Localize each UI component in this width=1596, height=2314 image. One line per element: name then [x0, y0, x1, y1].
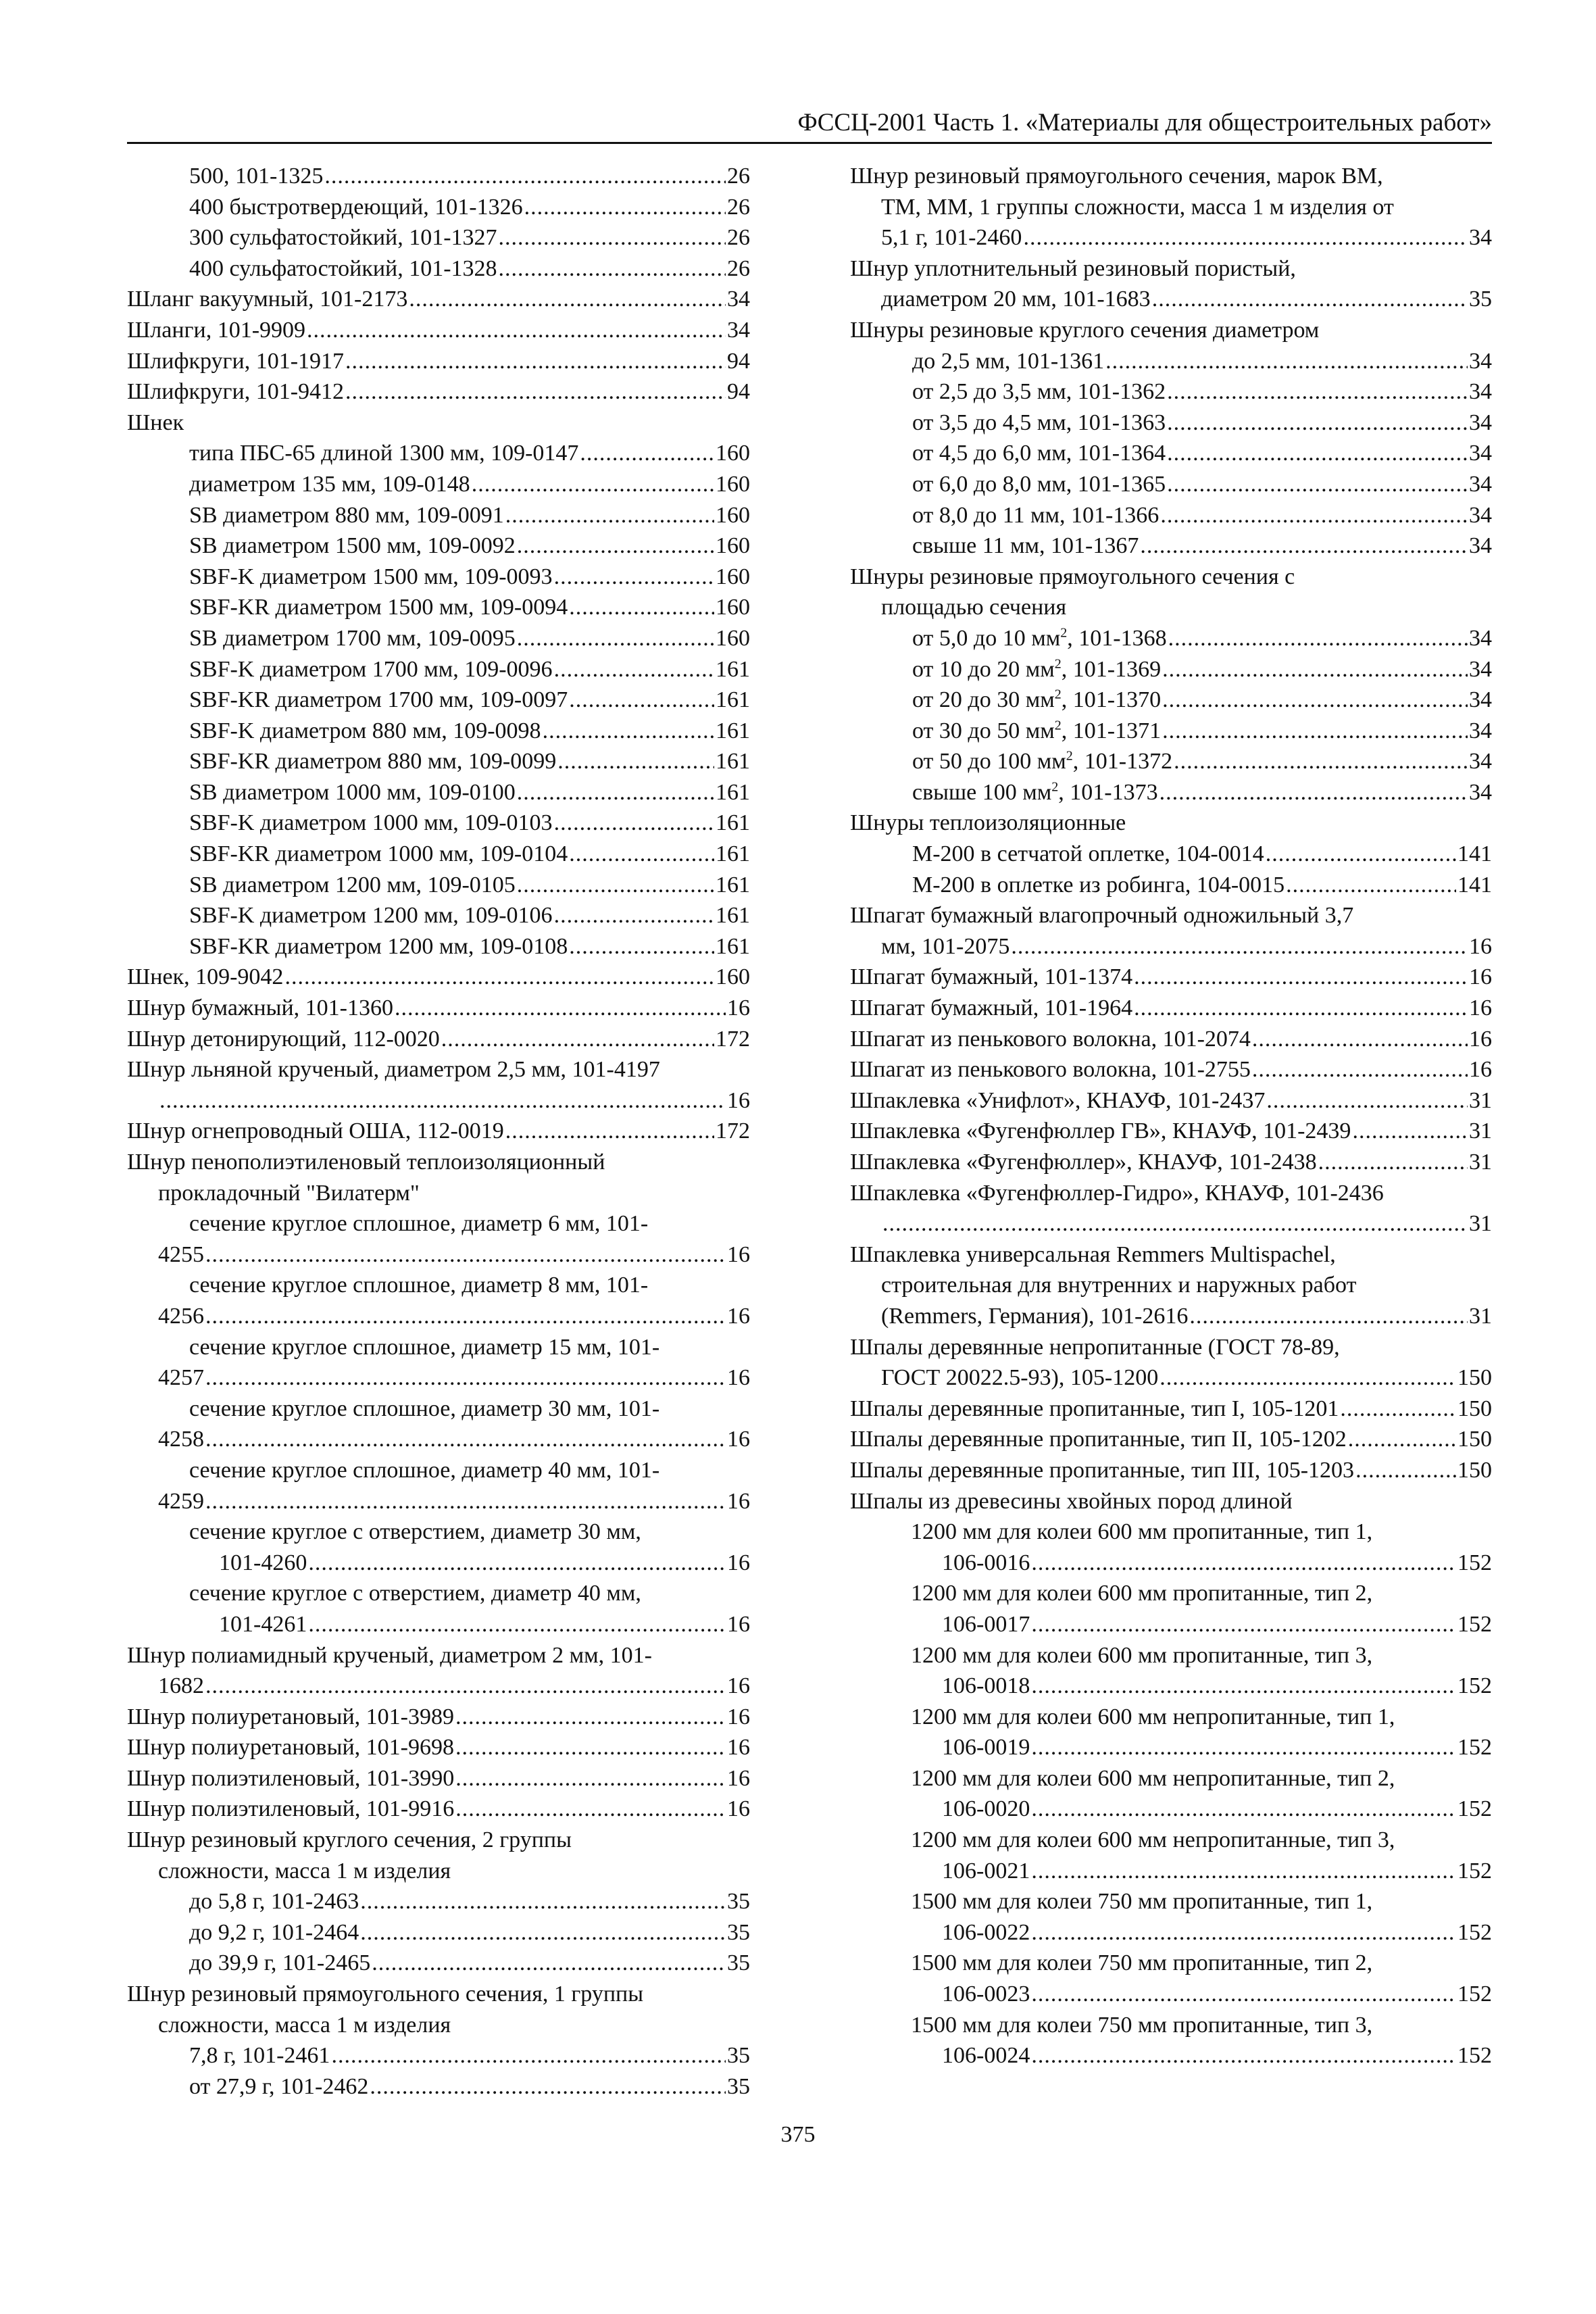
index-entry: 101-4260 ..... 16 [127, 1548, 750, 1579]
index-entry: до 9,2 г, 101-2464 ..... 35 [127, 1917, 750, 1948]
index-column-right [850, 161, 1492, 2071]
index-entry: SBF-K диаметром 880 мм, 109-0098 ..... 161 [127, 716, 750, 747]
index-entry: 4255 ..... 16 [127, 1239, 750, 1271]
index-heading: Шпалы из древесины хвойных пород длиной [850, 1488, 1293, 1514]
index-entry: от 50 до 100 $мм^2$, 101-1372 ..... 34 [850, 746, 1492, 777]
index-entry: от 6,0 до 8,0 мм, 101-1365 ..... 34 [850, 469, 1492, 500]
index-entry-text: Шпагат бумажный влагопрочный одножильный 3,7 [850, 903, 1354, 929]
index-entry: Шпаклевка «Унифлот», КНАУФ, 101-2437 ..... 31 [850, 1085, 1492, 1116]
index-entry-text: Шнур резиновый прямоугольного сечения, марок ВМ, [850, 164, 1383, 189]
index-heading-cont: сложности, масса 1 м изделия [158, 1858, 451, 1884]
index-entry: типа ПБС-65 длиной 1300 мм, 109-0147 ..... 160 [127, 438, 750, 469]
index-entry: 400 сульфатостойкий, 101-1328 ..... 26 [127, 253, 750, 285]
index-heading: Шнуры теплоизоляционные [850, 810, 1126, 836]
index-heading-vilaterm: Шнур пенополиэтиленовый теплоизоляционный [127, 1150, 605, 1175]
index-entry: Шпаклевка «Фугенфюллер ГВ», КНАУФ, 101-2439 ..... 31 [850, 1116, 1492, 1147]
index-entry-text: Шнур полиамидный крученый, диаметром 2 мм, 101- [127, 1642, 652, 1668]
index-entry: Шпагат бумажный, 101-1374 ..... 16 [850, 962, 1492, 993]
index-entry: SB диаметром 1200 мм, 109-0105 ..... 161 [127, 870, 750, 901]
index-entry: SB диаметром 1000 мм, 109-0100 ..... 161 [127, 777, 750, 808]
cement-continued-group [127, 161, 750, 284]
index-entry-continuation: ..... 16 [127, 1085, 750, 1116]
index-entry: 106-0017 ..... 152 [850, 1609, 1492, 1640]
index-entry: Шпаклевка «Фугенфюллер», КНАУФ, 101-2438 ..... 31 [850, 1147, 1492, 1178]
index-entry: SBF-K диаметром 1500 мм, 109-0093 ..... 160 [127, 562, 750, 593]
index-entry-text: строительная для внутренних и наружных работ [881, 1273, 1357, 1298]
index-entry-text: 1500 мм для колеи 750 мм пропитанные, тип 2, [911, 1950, 1373, 1976]
index-entry-text: Шнур льняной крученый, диаметром 2,5 мм, 101-4197 [127, 1057, 660, 1083]
index-entry: от 4,5 до 6,0 мм, 101-1364 ..... 34 [850, 438, 1492, 469]
index-entry: 106-0018 ..... 152 [850, 1671, 1492, 1702]
index-entry: Шнур бумажный, 101-1360 ..... 16 [127, 993, 750, 1024]
index-entry-text: Шнур уплотнительный резиновый пористый, [850, 255, 1296, 281]
index-entry-text: 1200 мм для колеи 600 мм пропитанные, тип 1, [911, 1519, 1373, 1545]
index-entry: от 2,5 до 3,5 мм, 101-1362 ..... 34 [850, 376, 1492, 408]
index-entry-text: 1500 мм для колеи 750 мм пропитанные, тип 3, [911, 2012, 1373, 2038]
index-entry-text: Шпаклевка универсальная Remmers Multispachel, [850, 1241, 1336, 1267]
index-heading: Шнур резиновый круглого сечения, 2 группы [127, 1827, 572, 1853]
index-entry-text: 1500 мм для колеи 750 мм пропитанные, тип 1, [911, 1889, 1373, 1915]
index-entry: Шпагат из пенькового волокна, 101-2074 ..... 16 [850, 1024, 1492, 1055]
index-entry-text: сечение круглое сплошное, диаметр 30 мм, 101- [189, 1396, 660, 1421]
index-entry-text: 1200 мм для колеи 600 мм пропитанные, тип 3, [911, 1642, 1373, 1668]
index-entry: до 5,8 г, 101-2463 ..... 35 [127, 1886, 750, 1917]
index-entry: SBF-K диаметром 1200 мм, 109-0106 ..... 161 [127, 900, 750, 931]
index-entry: свыше 11 мм, 101-1367 ..... 34 [850, 531, 1492, 562]
index-entry: 500, 101-1325 ..... 26 [127, 161, 750, 192]
index-entry: от 3,5 до 4,5 мм, 101-1363 ..... 34 [850, 408, 1492, 439]
index-entry: SB диаметром 880 мм, 109-0091 ..... 160 [127, 500, 750, 531]
index-entry: SBF-KR диаметром 880 мм, 109-0099 ..... 161 [127, 746, 750, 777]
index-entry: 101-4261 ..... 16 [127, 1609, 750, 1640]
index-entry: (Remmers, Германия), 101-2616 ..... 31 [850, 1301, 1492, 1332]
index-heading: Шнуры резиновые прямоугольного сечения с [850, 564, 1295, 589]
index-heading-cont: площадью сечения [881, 595, 1067, 620]
index-entry-text: 1200 мм для колеи 600 мм пропитанные, тип 2, [911, 1581, 1373, 1606]
index-entry: SBF-KR диаметром 1700 мм, 109-0097 ..... 161 [127, 685, 750, 716]
index-entry: от 30 до 50 $мм^2$, 101-1371 ..... 34 [850, 716, 1492, 747]
index-entry: Шпалы деревянные пропитанные, тип I, 105-1201 ..... 150 [850, 1394, 1492, 1425]
index-entry: М-200 в сетчатой оплетке, 104-0014 ..... 141 [850, 839, 1492, 870]
index-entry: 106-0021 ..... 152 [850, 1856, 1492, 1887]
index-entry: Шнек, 109-9042 ..... 160 [127, 962, 750, 993]
index-entry: Шланг вакуумный, 101-2173 ..... 34 [127, 284, 750, 315]
index-heading-vilaterm-cont: прокладочный "Вилатерм" [158, 1180, 420, 1206]
index-entry: 106-0024 ..... 152 [850, 2040, 1492, 2071]
index-entry: Шнур полиэтиленовый, 101-9916 ..... 16 [127, 1794, 750, 1825]
index-entry-text: 1200 мм для колеи 600 мм непропитанные, тип 1, [911, 1704, 1395, 1729]
index-entry: до 39,9 г, 101-2465 ..... 35 [127, 1948, 750, 1979]
index-entry: 106-0022 ..... 152 [850, 1917, 1492, 1948]
index-entry-text: сечение круглое сплошное, диаметр 15 мм, 101- [189, 1334, 660, 1360]
index-entry: 106-0020 ..... 152 [850, 1794, 1492, 1825]
index-entry: Шнур огнепроводный ОША, 112-0019 ..... 172 [127, 1116, 750, 1147]
index-entry-text: сечение круглое с отверстием, диаметр 40 мм, [189, 1581, 641, 1606]
index-entry-text: Шпалы деревянные непропитанные (ГОСТ 78-89, [850, 1334, 1340, 1360]
index-entry: до 2,5 мм, 101-1361 ..... 34 [850, 346, 1492, 377]
index-entry: SBF-KR диаметром 1000 мм, 109-0104 ..... 161 [127, 839, 750, 870]
index-entry: SBF-K диаметром 1700 мм, 109-0096 ..... 161 [127, 654, 750, 685]
index-entry: 4256 ..... 16 [127, 1301, 750, 1332]
index-entry: от 27,9 г, 101-2462 ..... 35 [127, 2071, 750, 2102]
index-entry: Шпалы деревянные пропитанные, тип III, 105-1203 ..... 150 [850, 1455, 1492, 1486]
index-entry-continuation: ..... 31 [850, 1208, 1492, 1239]
index-entry: 4258 ..... 16 [127, 1424, 750, 1455]
index-column-left [127, 161, 750, 2102]
index-entry: Шлифкруги, 101-9412 ..... 94 [127, 376, 750, 408]
index-entry: 1682 ..... 16 [127, 1671, 750, 1702]
index-entry: SB диаметром 1500 мм, 109-0092 ..... 160 [127, 531, 750, 562]
index-entry: Шнур детонирующий, 112-0020 ..... 172 [127, 1024, 750, 1055]
index-entry: SBF-KR диаметром 1500 мм, 109-0094 ..... 160 [127, 592, 750, 623]
index-entry-text: сечение круглое сплошное, диаметр 40 мм, 101- [189, 1457, 660, 1483]
index-heading-cont: сложности, масса 1 м изделия [158, 2012, 451, 2038]
index-entry: Шнур полиуретановый, 101-9698 ..... 16 [127, 1732, 750, 1763]
index-entry: Шланги, 101-9909 ..... 34 [127, 315, 750, 346]
index-entry-text: ТМ, ММ, 1 группы сложности, масса 1 м изделия от [881, 194, 1394, 220]
index-entry: от 10 до 20 $мм^2$, 101-1369 ..... 34 [850, 654, 1492, 685]
page-number: 375 [780, 2122, 816, 2147]
index-entry: SBF-KR диаметром 1200 мм, 109-0108 ..... 161 [127, 931, 750, 962]
index-entry: 4259 ..... 16 [127, 1486, 750, 1517]
index-entry: от 20 до 30 $мм^2$, 101-1370 ..... 34 [850, 685, 1492, 716]
index-entry: диаметром 20 мм, 101-1683 ..... 35 [850, 284, 1492, 315]
index-heading: Шнур резиновый прямоугольного сечения, 1 группы [127, 1981, 644, 2007]
index-entry: 5,1 г, 101-2460 ..... 34 [850, 222, 1492, 253]
index-entry: 300 сульфатостойкий, 101-1327 ..... 26 [127, 222, 750, 253]
index-entry: от 8,0 до 11 мм, 101-1366 ..... 34 [850, 500, 1492, 531]
index-entry-text: сечение круглое сплошное, диаметр 8 мм, 101- [189, 1273, 649, 1298]
index-entry: 106-0016 ..... 152 [850, 1548, 1492, 1579]
index-entry: ГОСТ 20022.5-93), 105-1200 ..... 150 [850, 1362, 1492, 1394]
index-entry-text: 1200 мм для колеи 600 мм непропитанные, тип 2, [911, 1765, 1395, 1791]
index-entry-text: сечение круглое сплошное, диаметр 6 мм, 101- [189, 1211, 649, 1237]
index-entry: Шнур полиуретановый, 101-3989 ..... 16 [127, 1702, 750, 1733]
index-entry: от 5,0 до 10 $мм^2$, 101-1368 ..... 34 [850, 623, 1492, 654]
index-entry: Шлифкруги, 101-1917 ..... 94 [127, 346, 750, 377]
index-entry: свыше 100 $мм^2$, 101-1373 ..... 34 [850, 777, 1492, 808]
index-entry: диаметром 135 мм, 109-0148 ..... 160 [127, 469, 750, 500]
index-heading: Шнуры резиновые круглого сечения диаметром [850, 317, 1320, 343]
index-heading-shnek: Шнек [127, 410, 184, 435]
index-entry: SBF-K диаметром 1000 мм, 109-0103 ..... 161 [127, 808, 750, 839]
index-entry: Шпагат бумажный, 101-1964 ..... 16 [850, 993, 1492, 1024]
index-entry: 106-0023 ..... 152 [850, 1979, 1492, 2010]
index-entry: SB диаметром 1700 мм, 109-0095 ..... 160 [127, 623, 750, 654]
index-entry: 106-0019 ..... 152 [850, 1732, 1492, 1763]
index-entry: мм, 101-2075 ..... 16 [850, 931, 1492, 962]
page-header: ФССЦ-2001 Часть 1. «Материалы для общестроительных работ» [127, 108, 1492, 144]
index-entry: Шпагат из пенькового волокна, 101-2755 ..... 16 [850, 1054, 1492, 1085]
index-entry-text: сечение круглое с отверстием, диаметр 30 мм, [189, 1519, 641, 1545]
index-entry: 7,8 г, 101-2461 ..... 35 [127, 2040, 750, 2071]
index-entry: 400 быстротвердеющий, 101-1326 ..... 26 [127, 192, 750, 223]
index-entry-text: Шпаклевка «Фугенфюллер-Гидро», КНАУФ, 101-2436 [850, 1180, 1384, 1206]
index-entry: 4257 ..... 16 [127, 1362, 750, 1394]
index-entry-text: 1200 мм для колеи 600 мм непропитанные, тип 3, [911, 1827, 1395, 1853]
index-entry: М-200 в оплетке из робинга, 104-0015 ..... 141 [850, 870, 1492, 901]
index-entry: Шпалы деревянные пропитанные, тип II, 105-1202 ..... 150 [850, 1424, 1492, 1455]
index-entry: Шнур полиэтиленовый, 101-3990 ..... 16 [127, 1763, 750, 1794]
